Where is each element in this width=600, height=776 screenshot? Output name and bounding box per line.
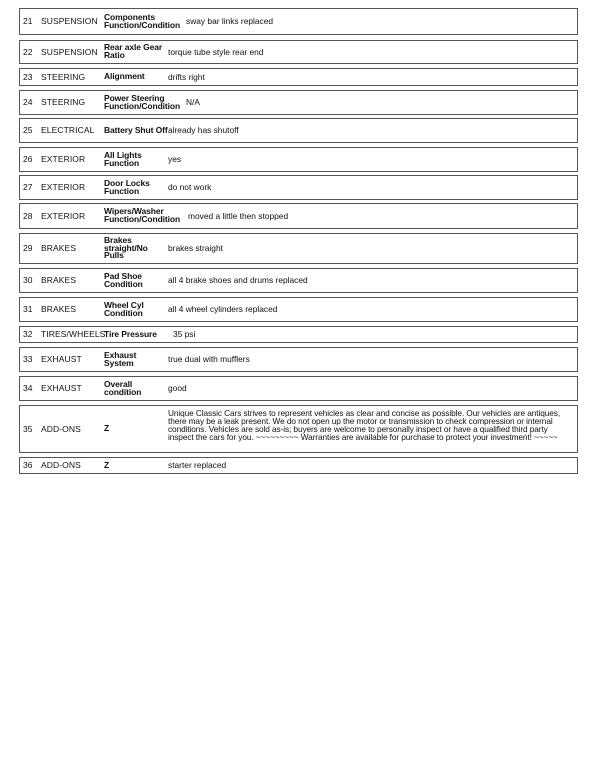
row-category: TIRES/WHEELS [41,329,106,340]
row-number: 32 [23,329,33,340]
row-value: all 4 wheel cylinders replaced [168,304,278,315]
row-value: torque tube style rear end [168,46,264,57]
row-item: Pad Shoe Condition [104,270,143,289]
row-number: 26 [23,154,33,165]
row-number: 31 [23,304,33,315]
row-category: SUSPENSION [41,46,98,57]
row-category: STEERING [41,71,86,82]
table-row [19,297,578,322]
row-value: true dual with mufflers [168,354,250,365]
row-number: 28 [23,210,33,221]
row-category: ADD-ONS [41,423,81,434]
table-row [19,203,578,229]
row-item: All Lights Function [104,149,142,168]
row-number: 33 [23,354,33,365]
row-value: N/A [186,97,200,108]
table-row [19,90,578,115]
row-item: Components Function/Condition [104,11,181,30]
row-number: 21 [23,16,33,27]
row-category: EXTERIOR [41,182,86,193]
table-row [19,376,578,401]
row-value: yes [168,154,182,165]
table-row [19,347,578,372]
row-item: Rear axle Gear Ratio [104,42,163,60]
row-number: 27 [23,182,33,193]
row-item: Battery Shut Off [104,124,168,135]
row-category: BRAKES [41,275,77,286]
table-row [19,233,578,264]
row-number: 30 [23,275,33,286]
row-value: already has shutoff [168,125,239,136]
row-category: STEERING [41,97,86,108]
row-item: Exhaust System [104,349,137,368]
row-value: do not work [168,182,212,193]
row-value: moved a little then stopped [188,210,289,221]
row-category: EXHAUST [41,383,82,394]
row-item: Wipers/Washer Function/Condition [104,206,181,224]
row-item: Overall condition [104,378,142,397]
row-number: 35 [23,423,33,434]
row-number: 25 [23,125,33,136]
row-number: 22 [23,46,33,57]
table-row [19,68,578,86]
table-row [19,40,578,64]
row-value: good [168,383,187,394]
row-value: Unique Classic Cars strives to represent vehicles as clear and concise as possible. Our vehicles are antiques, there may be a leak present. We do not open up the motor or transmission to check compression or internal conditions. Vehicles are sold as-is; buyers are welcome to personally inspect or have a qualified third party inspect the cars for you. ~~~~~~~~~ Warranties are available for purchase to protect your investment! ~~~~~ [168,408,561,442]
row-category: ADD-ONS [41,460,81,471]
row-category: EXTERIOR [41,210,86,221]
row-item: Power Steering Function/Condition [104,92,181,111]
table-row [19,175,578,200]
row-value: drifts right [168,71,205,82]
row-item: Alignment [104,71,145,82]
row-value: all 4 brake shoes and drums replaced [168,275,308,286]
row-number: 36 [23,460,33,471]
row-category: EXHAUST [41,354,82,365]
row-value: starter replaced [168,460,227,471]
row-number: 24 [23,97,33,108]
table-row [19,405,578,453]
table-row [19,118,578,143]
row-value: brakes straight [168,243,223,254]
row-value: 35 psi [173,329,196,340]
table-row [19,8,578,35]
row-number: 29 [23,243,33,254]
row-number: 34 [23,383,33,394]
row-item: Z [104,423,110,434]
row-item: Z [104,459,110,470]
row-category: SUSPENSION [41,16,98,27]
row-item: Tire Pressure [104,328,157,339]
row-value: sway bar links replaced [186,16,274,27]
table-row [19,457,578,474]
row-number: 23 [23,71,33,82]
row-category: BRAKES [41,304,77,315]
row-category: ELECTRICAL [41,125,95,136]
table-row [19,326,578,343]
table-row [19,147,578,172]
row-category: BRAKES [41,243,77,254]
row-category: EXTERIOR [41,154,86,165]
row-item: Wheel Cyl Condition [104,299,144,318]
table-row [19,268,578,293]
row-item: Brakes straight/No Pulls [104,234,148,261]
row-item: Door Locks Function [104,177,150,196]
